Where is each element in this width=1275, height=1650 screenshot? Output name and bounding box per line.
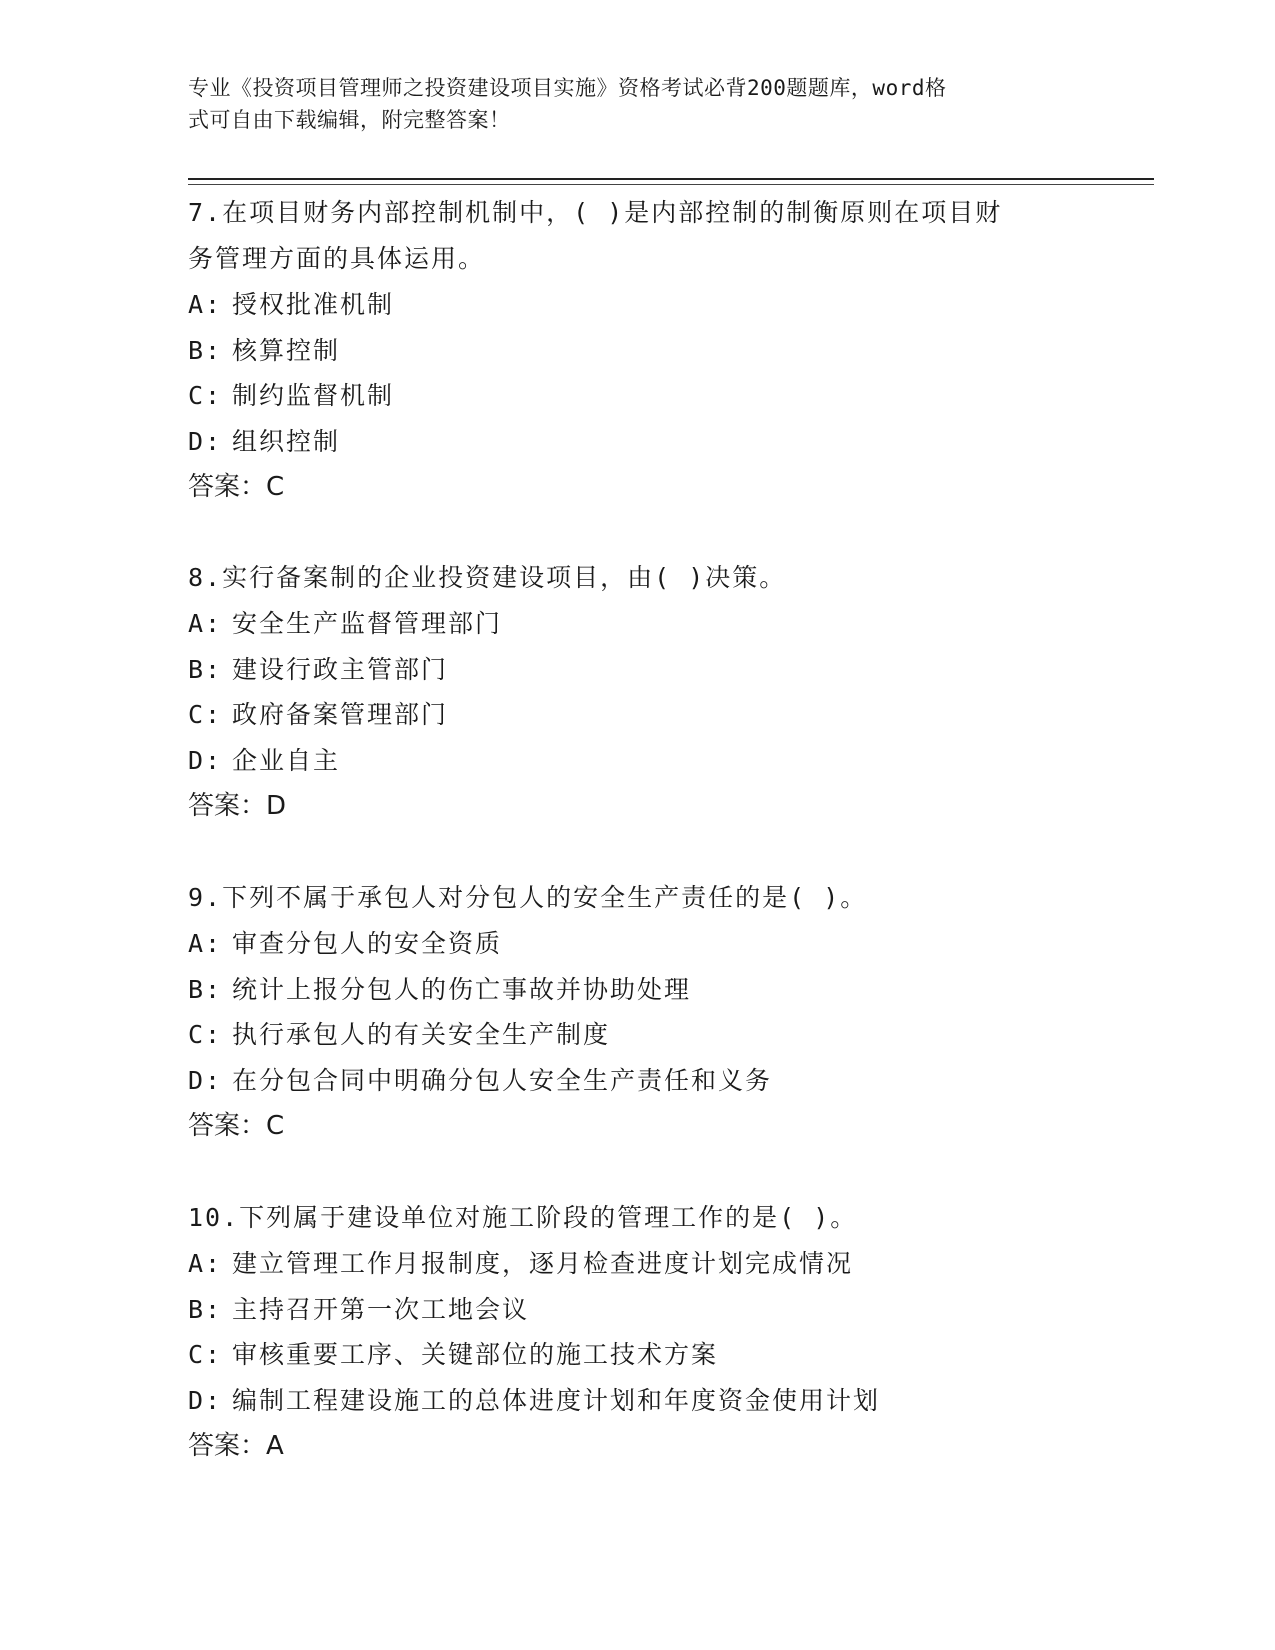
option-letter: B: — [188, 1294, 223, 1324]
option-text: 企业自主 — [232, 745, 341, 775]
header-title-line-2: 式可自由下载编辑，附完整答案！ — [188, 108, 511, 132]
option-c — [188, 1012, 1088, 1058]
option-text: 安全生产监督管理部门 — [232, 609, 503, 638]
option-text: 执行承包人的有关安全生产制度 — [232, 1020, 611, 1049]
option-letter: B: — [188, 974, 223, 1004]
option-a — [188, 1241, 1088, 1287]
option-d — [188, 1058, 1088, 1104]
option-a — [188, 921, 1088, 967]
option-d — [188, 1378, 1088, 1424]
option-letter: A: — [188, 290, 223, 319]
option-letter: D: — [188, 426, 223, 456]
question-list — [188, 190, 1088, 1515]
option-text: 组织控制 — [232, 426, 341, 456]
option-c — [188, 373, 1088, 419]
question-10 — [188, 1195, 1088, 1515]
option-text: 制约监督机制 — [232, 381, 395, 410]
answer-label: 答案：C — [188, 1111, 285, 1141]
option-b — [188, 328, 1088, 374]
question-stem-line-2: 务管理方面的具体运用。 — [188, 244, 486, 273]
question-7 — [188, 190, 1088, 555]
answer-label: 答案：A — [188, 1431, 284, 1461]
option-d — [188, 738, 1088, 784]
option-letter: B: — [188, 654, 223, 684]
question-8 — [188, 555, 1088, 875]
option-text: 审核重要工序、关键部位的施工技术方案 — [232, 1340, 719, 1369]
option-d — [188, 419, 1088, 465]
option-text: 审查分包人的安全资质 — [232, 929, 503, 958]
option-a — [188, 601, 1088, 647]
header-divider-thin — [188, 184, 1154, 185]
option-c — [188, 692, 1088, 738]
option-letter: A: — [188, 1249, 223, 1278]
answer-label: 答案：C — [188, 472, 285, 502]
option-b — [188, 1287, 1088, 1333]
option-text: 授权批准机制 — [232, 290, 395, 319]
document-header — [188, 72, 1068, 136]
option-c — [188, 1332, 1088, 1378]
option-text: 建立管理工作月报制度，逐月检查进度计划完成情况 — [232, 1249, 854, 1278]
option-letter: D: — [188, 1065, 223, 1095]
option-letter: A: — [188, 929, 223, 958]
option-letter: C: — [188, 1020, 223, 1049]
question-9 — [188, 875, 1088, 1195]
option-letter: A: — [188, 609, 223, 638]
option-letter: C: — [188, 381, 223, 410]
answer-label: 答案：D — [188, 791, 287, 821]
option-letter: D: — [188, 745, 223, 775]
question-stem-line-1: 7.在项目财务内部控制机制中，( )是内部控制的制衡原则在项目财 — [188, 198, 1003, 227]
option-letter: D: — [188, 1385, 223, 1415]
header-title-line-1: 专业《投资项目管理师之投资建设项目实施》资格考试必背200题题库，word格 — [188, 76, 947, 100]
option-letter: B: — [188, 335, 223, 365]
option-text: 政府备案管理部门 — [232, 700, 449, 729]
option-text: 主持召开第一次工地会议 — [232, 1294, 530, 1324]
header-divider-thick — [188, 178, 1154, 180]
option-b — [188, 967, 1088, 1013]
option-a — [188, 282, 1088, 328]
option-letter: C: — [188, 700, 223, 729]
question-stem-line-1: 10.下列属于建设单位对施工阶段的管理工作的是( )。 — [188, 1203, 858, 1232]
option-text: 核算控制 — [232, 335, 341, 365]
option-b — [188, 647, 1088, 693]
option-text: 编制工程建设施工的总体进度计划和年度资金使用计划 — [232, 1385, 881, 1415]
option-text: 统计上报分包人的伤亡事故并协助处理 — [232, 974, 692, 1004]
option-letter: C: — [188, 1340, 223, 1369]
question-stem-line-1: 9.下列不属于承包人对分包人的安全生产责任的是( )。 — [188, 883, 868, 912]
option-text: 在分包合同中明确分包人安全生产责任和义务 — [232, 1065, 773, 1095]
option-text: 建设行政主管部门 — [232, 654, 449, 684]
question-stem-line-1: 8.实行备案制的企业投资建设项目，由( )决策。 — [188, 563, 787, 592]
